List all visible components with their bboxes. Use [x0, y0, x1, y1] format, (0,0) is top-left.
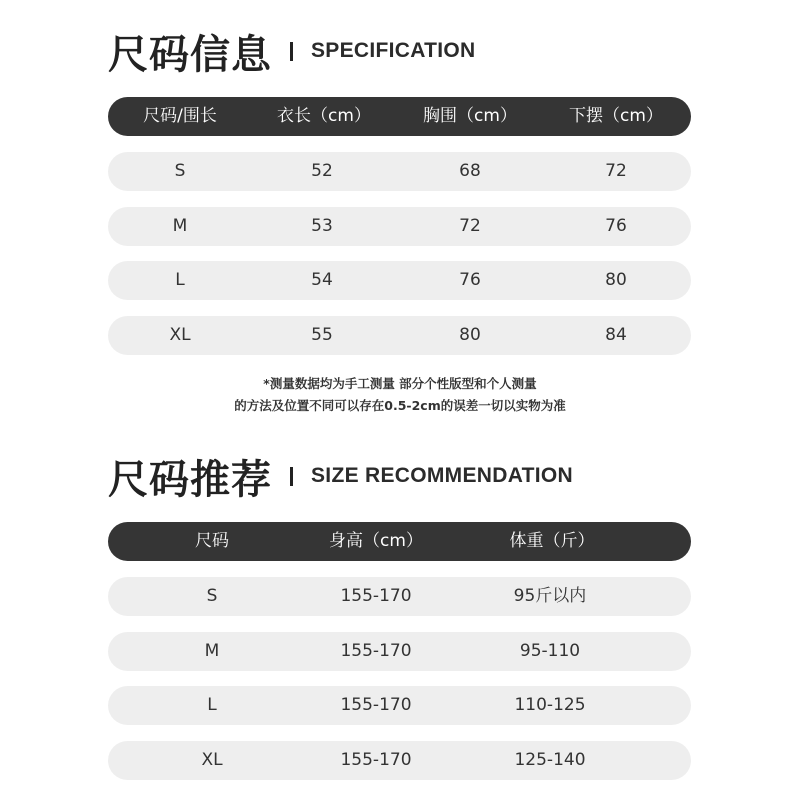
spec-cell-hem: 80 [605, 270, 627, 290]
spec-cell-chest: 72 [459, 216, 481, 236]
rec-section-title [108, 451, 573, 501]
rec-table-row [108, 632, 691, 671]
title-separator [290, 467, 293, 486]
spec-section-title [108, 26, 476, 76]
rec-cell-height: 155-170 [340, 695, 412, 715]
rec-table-row [108, 577, 691, 616]
spec-table-row [108, 207, 691, 246]
rec-cell-weight: 110-125 [514, 695, 586, 715]
spec-cell-length: 52 [311, 161, 333, 181]
spec-table-row [108, 261, 691, 300]
rec-cell-height: 155-170 [340, 586, 412, 606]
spec-table-header [108, 97, 691, 136]
rec-header-height: 身高（cm） [329, 531, 423, 551]
spec-cell-size: XL [169, 325, 191, 345]
spec-cell-length: 53 [311, 216, 333, 236]
rec-header-size: 尺码 [195, 531, 229, 551]
rec-cell-size: S [206, 586, 218, 606]
spec-cell-hem: 76 [605, 216, 627, 236]
rec-table-row [108, 741, 691, 780]
spec-cell-size: S [174, 161, 186, 181]
rec-header-weight: 体重（斤） [509, 531, 595, 551]
spec-cell-chest: 80 [459, 325, 481, 345]
rec-cell-height: 155-170 [340, 750, 412, 770]
spec-cell-length: 54 [311, 270, 333, 290]
spec-cell-hem: 72 [605, 161, 627, 181]
rec-title-cn: 尺码推荐 [108, 456, 272, 503]
spec-cell-length: 55 [311, 325, 333, 345]
measurement-note-line-1: *测量数据均为手工测量 部分个性版型和个人测量 [263, 376, 537, 391]
spec-header-hem: 下摆（cm） [569, 106, 663, 126]
rec-table-row [108, 686, 691, 725]
spec-title-cn: 尺码信息 [108, 31, 272, 78]
rec-cell-weight: 95-110 [519, 641, 581, 661]
title-separator [290, 42, 293, 61]
rec-cell-weight: 125-140 [514, 750, 586, 770]
rec-cell-weight: 95斤以内 [513, 586, 587, 606]
spec-table-row [108, 316, 691, 355]
rec-table-header [108, 522, 691, 561]
spec-header-chest: 胸围（cm） [423, 106, 517, 126]
rec-cell-size: L [207, 695, 217, 715]
spec-cell-chest: 68 [459, 161, 481, 181]
rec-cell-size: XL [201, 750, 223, 770]
spec-cell-size: M [172, 216, 188, 236]
spec-cell-size: L [175, 270, 185, 290]
spec-header-size: 尺码/围长 [143, 106, 217, 126]
spec-header-length: 衣长（cm） [277, 106, 371, 126]
spec-table-row [108, 152, 691, 191]
spec-cell-chest: 76 [459, 270, 481, 290]
spec-title-en: SPECIFICATION [311, 39, 476, 62]
measurement-note-line-2: 的方法及位置不同可以存在0.5-2cm的误差一切以实物为准 [234, 398, 566, 413]
rec-cell-size: M [204, 641, 220, 661]
spec-cell-hem: 84 [605, 325, 627, 345]
rec-title-en: SIZE RECOMMENDATION [311, 464, 573, 487]
rec-cell-height: 155-170 [340, 641, 412, 661]
